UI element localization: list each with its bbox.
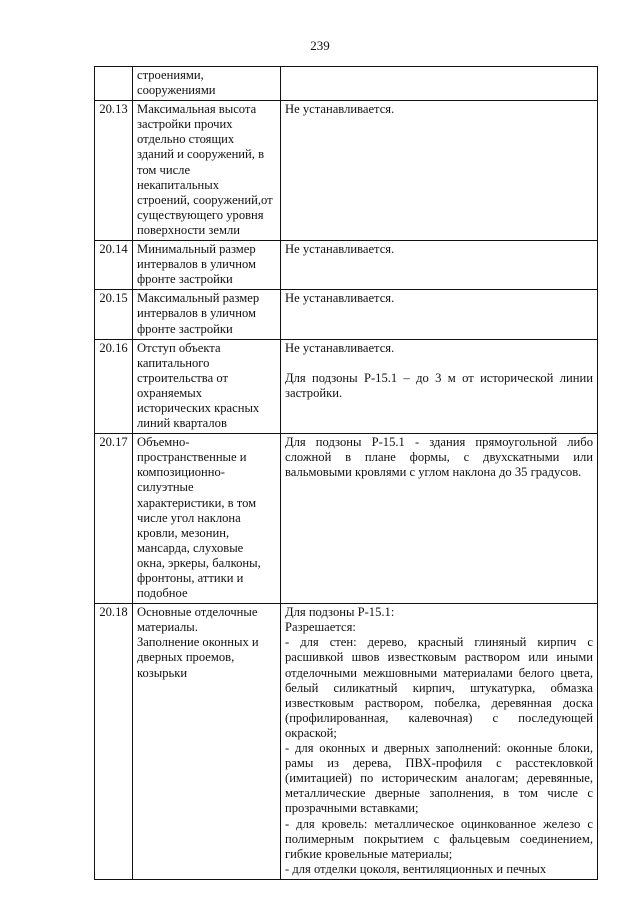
parameter-name-line: капитального xyxy=(137,355,210,370)
parameter-value-paragraph: Для подзоны Р-15.1 - здания прямоугольной либо сложной в плане формы, с двухскатными или вальмовыми кровлями с углом наклона до 35 градусов. xyxy=(285,435,593,480)
row-number: 20.18 xyxy=(95,604,133,880)
parameter-name-line: отдельно стоящих xyxy=(137,132,235,147)
parameter-name-line: линий кварталов xyxy=(137,416,227,431)
parameter-value-paragraph: Для подзоны Р-15.1 – до 3 м от исторической линии застройки. xyxy=(285,370,593,400)
parameter-value xyxy=(281,434,598,604)
parameter-name-line: исторических красных xyxy=(137,400,260,415)
table-row xyxy=(95,241,598,290)
parameter-value-paragraph: Разрешается: xyxy=(285,620,356,635)
parameter-name-line: Максимальный размер xyxy=(137,291,260,306)
parameter-name-line: силуэтные xyxy=(137,480,194,495)
parameter-value-paragraph: - для кровель: металлическое оцинкованное железо с полимерным покрытием с фальцевым соединением, гибкие кровельные материалы; xyxy=(285,816,593,861)
parameter-name-line: застройки прочих xyxy=(137,117,233,132)
parameter-name-line: зданий и сооружений, в xyxy=(137,147,265,162)
row-number: 20.17 xyxy=(95,434,133,604)
parameter-value xyxy=(281,290,598,339)
table-row xyxy=(95,101,598,241)
parameter-name-line: строительства от xyxy=(137,370,228,385)
parameter-value-paragraph: Не устанавливается. xyxy=(285,291,395,306)
parameter-name-line: подобное xyxy=(137,586,188,601)
table-row xyxy=(95,290,598,339)
parameter-name-line: кровли, мезонин, xyxy=(137,525,230,540)
page-number: 239 xyxy=(310,38,330,53)
parameter-name-line: окна, эркеры, балконы, xyxy=(137,555,261,570)
parameter-name xyxy=(133,339,281,434)
parameter-value-paragraph: Не устанавливается. xyxy=(285,340,395,355)
parameter-name xyxy=(133,241,281,290)
parameter-value-paragraph: - для оконных и дверных заполнений: оконные блоки, рамы из дерева, ПВХ-профиля с расстекловкой (имитацией) по историческим аналогам; деревянные, металлические дверные заполнения, в том числе с прозрачными вставками; xyxy=(285,741,593,816)
parameter-name-line: мансарда, слуховые xyxy=(137,540,244,555)
parameter-name-line: пространственные и xyxy=(137,450,247,465)
parameter-name-line: поверхности земли xyxy=(137,222,240,237)
parameter-name-line: фронтоны, аттики и xyxy=(137,571,244,585)
parameter-name xyxy=(133,290,281,339)
table-row xyxy=(95,339,598,434)
parameter-name xyxy=(133,67,281,101)
parameter-value-paragraph: - для отделки цоколя, вентиляционных и печных xyxy=(285,861,547,876)
parameter-name xyxy=(133,101,281,241)
parameter-value-paragraph: Не устанавливается. xyxy=(285,102,395,117)
row-number: 20.13 xyxy=(95,101,133,241)
parameter-name-line: Максимальная высота xyxy=(137,102,257,117)
parameter-value xyxy=(281,241,598,290)
parameter-name-line: интервалов в уличном xyxy=(137,306,256,321)
parameter-name-line: характеристики, в том xyxy=(137,495,257,510)
parameter-name-line: существующего уровня xyxy=(137,207,264,222)
regulations-table xyxy=(94,66,598,880)
parameter-name-line: Основные отделочные xyxy=(137,605,258,620)
parameter-name-line: материалы. xyxy=(137,620,198,635)
parameter-name-line: Заполнение оконных и xyxy=(137,635,259,650)
parameter-value-paragraph xyxy=(285,356,593,371)
parameter-name-line: Отступ объекта xyxy=(137,340,221,355)
parameter-name-line: Минимальный размер xyxy=(137,242,256,257)
parameter-name-line: фронте застройки xyxy=(137,321,233,336)
parameter-value xyxy=(281,101,598,241)
parameter-name-line: строений, сооружений,от xyxy=(137,192,273,207)
table-row xyxy=(95,604,598,880)
parameter-name-line: Объемно- xyxy=(137,435,190,450)
parameter-name-line: сооружениями xyxy=(137,83,216,98)
row-number: 20.14 xyxy=(95,241,133,290)
table-row xyxy=(95,434,598,604)
parameter-value xyxy=(281,604,598,880)
parameter-value xyxy=(281,339,598,434)
parameter-name xyxy=(133,434,281,604)
parameter-name-line: фронте застройки xyxy=(137,272,233,287)
parameter-name-line: дверных проемов, xyxy=(137,650,235,665)
row-number: 20.16 xyxy=(95,339,133,434)
row-number: 20.15 xyxy=(95,290,133,339)
parameter-name-line: охраняемых xyxy=(137,385,203,400)
parameter-value-paragraph: Для подзоны Р-15.1: xyxy=(285,605,395,620)
parameter-name-line: числе угол наклона xyxy=(137,510,241,525)
parameter-name-line: интервалов в уличном xyxy=(137,257,256,272)
parameter-name-line: композиционно- xyxy=(137,465,226,480)
parameter-value-paragraph: - для стен: дерево, красный глиняный кирпич с расшивкой швов известковым раствором или иными отделочными межшовными материалами белого цвета, белый силикатный кирпич, штукатурка, обмазка известковым раствором, побелка, деревянная доска (профилированная, калевочная) с последующей окраской; xyxy=(285,635,593,740)
parameter-value xyxy=(281,67,598,101)
parameter-value-paragraph: Не устанавливается. xyxy=(285,242,395,257)
parameter-name xyxy=(133,604,281,880)
parameter-name-line: строениями, xyxy=(137,68,204,82)
table-row xyxy=(95,67,598,101)
parameter-name-line: том числе xyxy=(137,162,191,177)
parameter-name-line: некапитальных xyxy=(137,177,220,192)
parameter-name-line: козырьки xyxy=(137,665,188,680)
row-number xyxy=(95,67,133,101)
